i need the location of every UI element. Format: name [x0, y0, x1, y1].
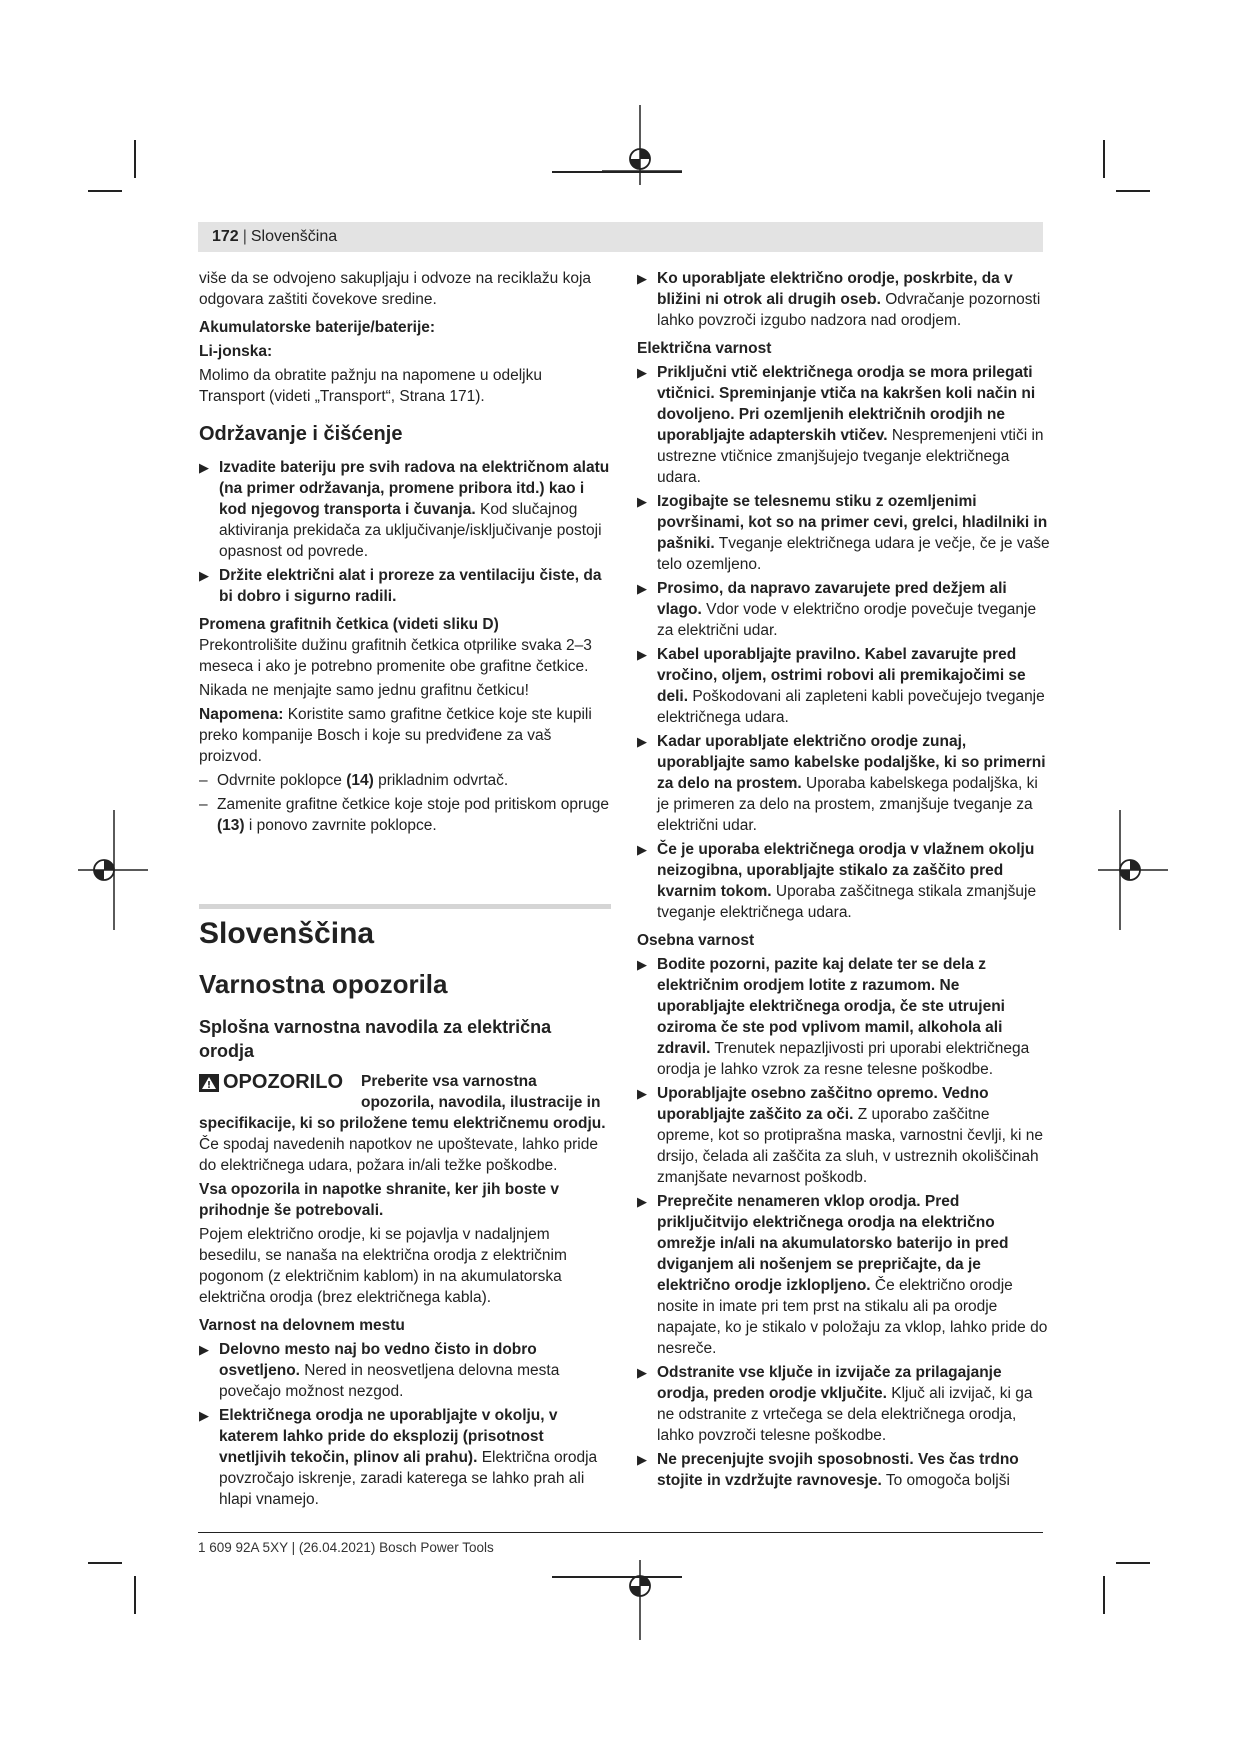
registration-mark-top-icon: [602, 105, 682, 185]
warning-text: specifikacije, ki so priložene temu električnemu orodju. Če spodaj navedenih napotkov ne upoštevate, lahko pride do električnega udara, požara in/ali težke poškodbe.: [199, 1115, 606, 1174]
list-item: – Zamenite grafitne četkice koje stoje pod pritiskom opruge (13) i ponovo zavrnite poklopce.: [199, 796, 610, 834]
liion-heading: Li-jonska:: [199, 343, 273, 360]
triangle-right-icon: ▶: [637, 365, 647, 380]
warning-lead: Preberite vsa varnostna opozorila, navodila, ilustracije in: [361, 1073, 601, 1111]
crop-mark-top-right-v: [1103, 140, 1105, 178]
liion-text: Molimo da obratite pažnju na napomene u odeljku Transport (videti „Transport“, Strana 171).: [199, 367, 542, 405]
brush-text-1: Prekontrolišite dužinu grafitnih četkica otprilike svaka 2–3 meseca i ako je potrebno promenite obe grafitne četkice.: [199, 637, 592, 675]
brush-heading: Promena grafitnih četkica (videti sliku D): [199, 616, 499, 633]
list-item: ▶ Preprečite nenameren vklop orodja. Pred priključitvijo električnega orodja na električno omrežje in/ali na akumulatorsko baterijo in pred dviganjem ali nošenjem se prepričajte, da je električno orodje izklopljeno. Če električno orodje nosite in imate pri tem prst na stikalu ali pa orodje napajate, ko je stikalo v položaju za vklop, lahko pride do nesreče.: [637, 1193, 1048, 1357]
work-area-heading: Varnost na delovnem mestu: [199, 1317, 405, 1334]
warning-block: [199, 1071, 611, 1113]
triangle-right-icon: ▶: [637, 1452, 647, 1467]
triangle-right-icon: ▶: [637, 271, 647, 286]
list-item: ▶ Priključni vtič električnega orodja se mora prilegati vtičnici. Spreminjanje vtiča na kakršen koli način ni dovoljeno. Pri ozemljenih električnih orodjih ne uporabljajte adapterskih vtičev. Nespremenjeni vtiči in ustrezne vtičnice zmanjšujejo tveganje električnega udara.: [637, 364, 1044, 486]
crop-mark-top-left-h: [88, 190, 122, 192]
crop-mark-bottom-left-h: [88, 1562, 122, 1564]
list-item: ▶ Električnega orodja ne uporabljajte v okolju, v katerem lahko pride do eksplozij (prisotnost vnetljivih tekočin, plinov ali prahu). Električna orodja povzročajo iskrenje, zaradi katerega se lahko prah ali hlapi vnamejo.: [199, 1407, 598, 1508]
triangle-right-icon: ▶: [199, 460, 209, 475]
triangle-right-icon: ▶: [637, 647, 647, 662]
list-item: ▶ Kadar uporabljate električno orodje zunaj, uporabljajte samo kabelske podaljške, ki so primerni za delo na prostem. Uporaba kabelskega podaljška, ki je primeren za delo na prostem, zmanjšuje tveganje za električni udar.: [637, 733, 1046, 834]
warning-triangle-icon: [199, 1074, 219, 1092]
crop-mark-bottom-right-v: [1103, 1576, 1105, 1614]
electrical-safety-heading: Električna varnost: [637, 340, 772, 357]
list-item: ▶ Kabel uporabljajte pravilno. Kabel zavarujte pred vročino, oljem, ostrimi robovi ali premikajočimi se deli. Poškodovani ali zapleteni kabli povečujejo tveganje električnega udara.: [637, 646, 1045, 726]
triangle-right-icon: ▶: [637, 494, 647, 509]
general-safety-title: Splošna varnostna navodila za električna orodja: [199, 1017, 552, 1061]
left-column: [199, 268, 611, 1510]
triangle-right-icon: ▶: [637, 957, 647, 972]
list-item: ▶ Če je uporaba električnega orodja v vlažnem okolju neizogibna, uporabljajte stikalo za zaščito pred kvarnim tokom. Uporaba zaščitnega stikala zmanjšuje tveganje električnega udara.: [637, 841, 1037, 921]
page-header: [198, 222, 1043, 252]
list-item: – Odvrnite poklopce (14) prikladnim odvrtač.: [199, 772, 509, 789]
triangle-right-icon: ▶: [637, 842, 647, 857]
registration-line-top: [552, 171, 682, 173]
triangle-right-icon: ▶: [637, 734, 647, 749]
battery-heading: Akumulatorske baterije/baterije:: [199, 319, 436, 336]
list-item: ▶ Ko uporabljate električno orodje, poskrbite, da v bližini ni otrok ali drugih oseb. Odvračanje pozornosti lahko povzroči izgubo nadzora nad orodjem.: [637, 270, 1041, 329]
crop-mark-bottom-right-h: [1116, 1562, 1150, 1564]
maintenance-heading: Održavanje i čišćenje: [199, 423, 403, 445]
term-definition: Pojem električno orodje, ki se pojavlja v nadaljnjem besedilu, se nanaša na električna orodja z električnim pogonom (z električnim kablom) in na akumulatorska električna orodja (brez električnega kabla).: [199, 1226, 567, 1306]
keep-instructions: Vsa opozorila in napotke shranite, ker jih boste v prihodnje še potrebovali.: [199, 1181, 560, 1219]
warning-badge: OPOZORILO: [199, 1071, 343, 1094]
footer-rule: [198, 1532, 1043, 1533]
personal-safety-heading: Osebna varnost: [637, 932, 755, 949]
note-text: Napomena: Koristite samo grafitne četkice koje ste kupili preko kompanije Bosch i koje su predviđene za vaš proizvod.: [199, 706, 592, 765]
list-item: ▶ Izogibajte se telesnemu stiku z ozemljenimi površinami, kot so na primer cevi, grelci, hladilniki in pašniki. Tveganje električnega udara je večje, če je vaše telo ozemljeno.: [637, 493, 1050, 573]
list-item: ▶ Izvadite bateriju pre svih radova na električnom alatu (na primer održavanja, promene pribora itd.) kao i kod njegovog transporta i čuvanja. Kod slučajnog aktiviranja prekidača za uključivanje/isključivanje postoji opasnost od povrede.: [199, 459, 610, 560]
safety-title: Varnostna opozorila: [199, 969, 448, 999]
registration-line-bottom: [552, 1576, 682, 1578]
registration-mark-left-icon: [78, 810, 148, 930]
header-separator: |: [242, 228, 247, 245]
triangle-right-icon: ▶: [637, 1194, 647, 1209]
page-number: 172: [212, 228, 239, 245]
registration-mark-right-icon: [1098, 810, 1168, 930]
page-footer: 1 609 92A 5XY | (26.04.2021) Bosch Power Tools: [198, 1540, 494, 1555]
crop-mark-top-left-v: [134, 140, 136, 178]
crop-mark-bottom-left-v: [134, 1576, 136, 1614]
recycling-text: više da se odvojeno sakupljaju i odvoze na reciklažu koja odgovara zaštiti čovekove sredine.: [199, 270, 592, 308]
list-item: ▶ Držite električni alat i proreze za ventilaciju čiste, da bi dobro i sigurno radili.: [199, 567, 602, 605]
language-title: Slovenščina: [199, 917, 375, 950]
header-language: Slovenščina: [250, 228, 338, 245]
list-item: ▶ Odstranite vse ključe in izvijače za prilagajanje orodja, preden orodje vključite. Ključ ali izvijač, ki ga ne odstranite z vrtečega se dela električnega orodja, lahko povzroči telesne poškodbe.: [637, 1364, 1033, 1444]
list-item: ▶ Uporabljajte osebno zaščitno opremo. Vedno uporabljajte zaščito za oči. Z uporabo zaščitne opreme, kot so protiprašna maska, varnostni čevlji, ki ne drsijo, čelada ali zaščita za sluh, v ustreznih okoliščinah zmanjšate nevarnost poškodb.: [637, 1085, 1043, 1186]
triangle-right-icon: ▶: [199, 1342, 209, 1357]
triangle-right-icon: ▶: [637, 581, 647, 596]
list-item: ▶ Ne precenjujte svojih sposobnosti. Ves čas trdno stojite in vzdržujte ravnovesje. To omogoča boljši: [637, 1451, 1019, 1489]
crop-mark-top-right-h: [1116, 190, 1150, 192]
triangle-right-icon: ▶: [637, 1086, 647, 1101]
triangle-right-icon: ▶: [637, 1365, 647, 1380]
triangle-right-icon: ▶: [199, 568, 209, 583]
list-item: ▶ Prosimo, da napravo zavarujete pred dežjem ali vlago. Vdor vode v električno orodje povečuje tveganje za električni udar.: [637, 580, 1037, 639]
list-item: ▶ Bodite pozorni, pazite kaj delate ter se dela z električnim orodjem lotite z razumom. Ne uporabljajte električnega orodja, če ste utrujeni oziroma če ste pod vplivom mamil, alkohola ali zdravil. Trenutek nepazljivosti pri uporabi električnega orodja je lahko vzrok za resne telesne poškodbe.: [637, 956, 1030, 1078]
registration-mark-bottom-icon: [602, 1560, 682, 1640]
right-column: [637, 268, 1050, 1491]
triangle-right-icon: ▶: [199, 1408, 209, 1423]
list-item: ▶ Delovno mesto naj bo vedno čisto in dobro osvetljeno. Nered in neosvetljena delovna mesta povečajo možnost nezgod.: [199, 1341, 560, 1400]
brush-text-2: Nikada ne menjajte samo jednu grafitnu četkicu!: [199, 682, 529, 699]
